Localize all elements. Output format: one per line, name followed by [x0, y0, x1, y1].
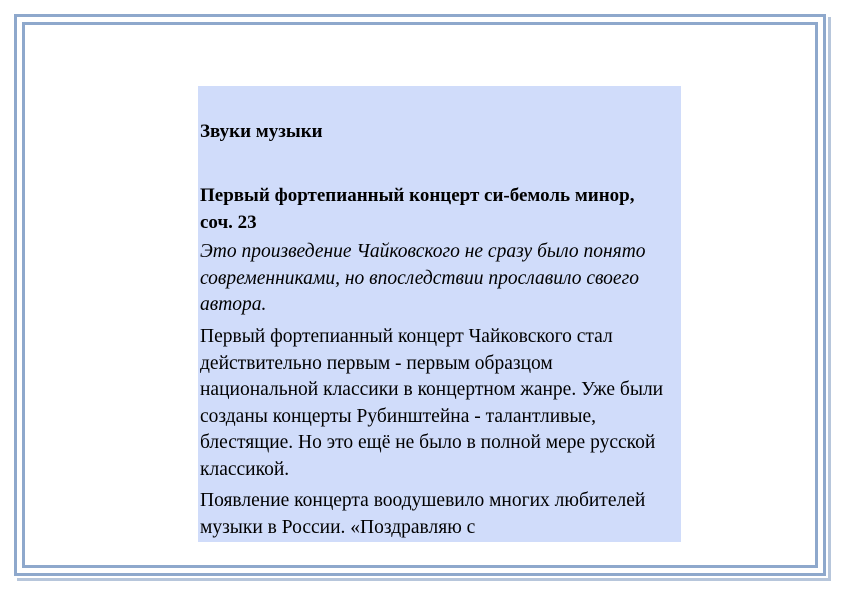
text-block — [198, 86, 681, 542]
body-paragraph: Появление концерта воодушевило многих любителей музыки в России. «Поздравляю с — [200, 490, 646, 538]
italic-lead-paragraph: Это произведение Чайковского не сразу было понято современниками, но впоследствии прославило своего автора. — [200, 241, 646, 315]
body-paragraph: Первый фортепианный концерт Чайковского стал действительно первым - первым образцом национальной классики в концертном жанре. Уже были созданы концерты Рубинштейна - талантливые, блестящие. Но это ещё не было в полной мере русской классикой. — [200, 326, 664, 480]
document-heading: Звуки музыки — [200, 121, 323, 142]
section-title: Первый фортепианный концерт си-бемоль минор, соч. 23 — [200, 185, 635, 233]
